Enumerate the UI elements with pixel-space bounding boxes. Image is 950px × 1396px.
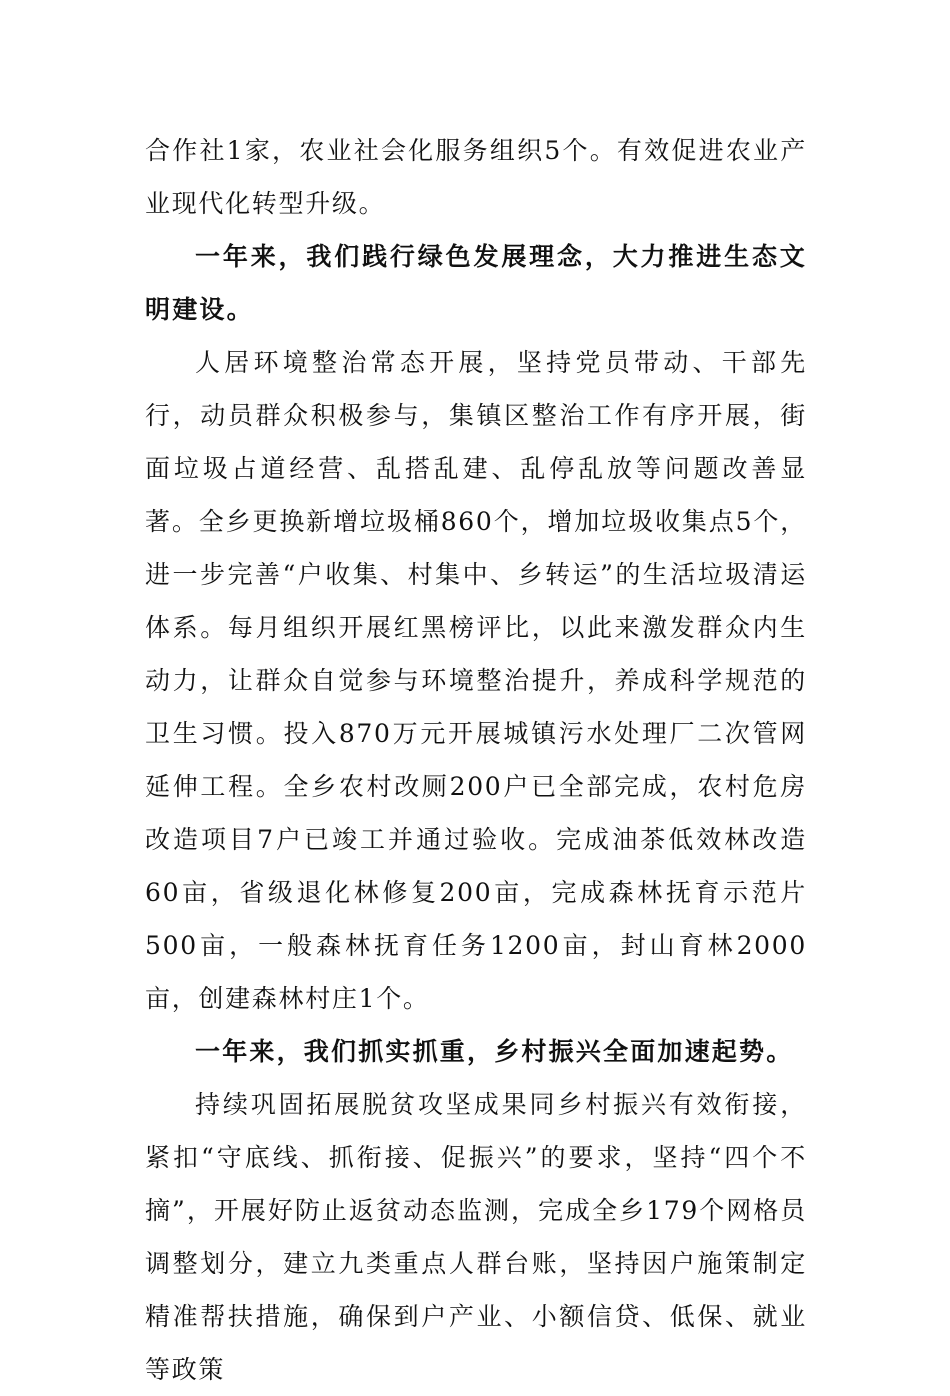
paragraph-continued: 合作社1家，农业社会化服务组织5个。有效促进农业产业现代化转型升级。 [145,136,807,218]
paragraph-poverty-alleviation: 持续巩固拓展脱贫攻坚成果同乡村振兴有效衔接，紧扣“守底线、抓衔接、促振兴”的要求，坚持“四个不摘”，开展好防止返贫动态监测，完成全乡179个网格员调整划分，建立九类重点人群台账，坚持因户施策制定精准帮扶措施，确保到户产业、小额信贷、低保、就业等政策 [145,1090,807,1384]
paragraph-environment: 人居环境整治常态开展，坚持党员带动、干部先行，动员群众积极参与，集镇区整治工作有序开展，街面垃圾占道经营、乱搭乱建、乱停乱放等问题改善显著。全乡更换新增垃圾桶860个，增加垃圾收集点5个，进一步完善“户收集、村集中、乡转运”的生活垃圾清运体系。每月组织开展红黑榜评比，以此来激发群众内生动力，让群众自觉参与环境整治提升，养成科学规范的卫生习惯。投入870万元开展城镇污水处理厂二次管网延伸工程。全乡农村改厕200户已全部完成，农村危房改造项目7户已竣工并通过验收。完成油茶低效林改造60亩，省级退化林修复200亩，完成森林抚育示范片500亩，一般森林抚育任务1200亩，封山育林2000亩，创建森林村庄1个。 [145,348,807,1013]
document-page [145,124,807,1396]
section-heading-rural-revitalization: 一年来，我们抓实抓重，乡村振兴全面加速起势。 [195,1037,794,1066]
section-heading-green-development: 一年来，我们践行绿色发展理念，大力推进生态文明建设。 [145,242,807,324]
